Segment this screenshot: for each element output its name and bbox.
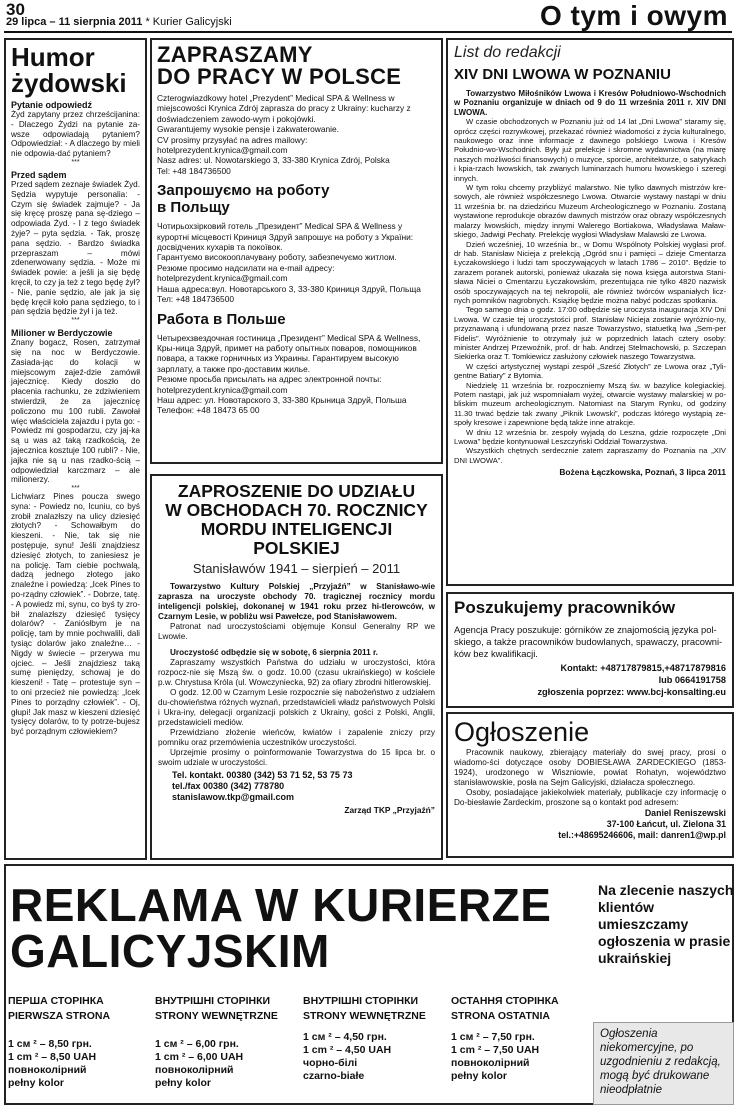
price-line: 1 cm ² – 8,50 UAH	[8, 1051, 97, 1063]
invitation-text: Uprzejmie prosimy o poinformowanie Towarzystwa do 15 lipca br. o swoim udziale w uroczystości.	[158, 748, 435, 767]
jobs-ua-text	[157, 221, 436, 304]
price-line: pełny kolor	[451, 1070, 508, 1082]
invitation-email[interactable]: stanislawow.tkp@gmail.com	[172, 792, 294, 802]
price-line: чорно-білі	[303, 1057, 358, 1069]
letters-lead: Towarzystwo Miłośników Lwowa i Kresów Południowo-Wschodnich w Poznaniu organizuje w dniach od 9 do 11 września 2011 r. XIV DNI LWOWA.	[454, 89, 726, 117]
advertising-title	[10, 879, 590, 977]
page-number: 30	[6, 0, 25, 19]
jobs-ru-tel: Телефон: +48 18473 65 00	[157, 405, 260, 416]
notice-contact-phone-email[interactable]: tel.:+48695246606, mail: danren1@wp.pl	[558, 830, 726, 840]
letters-text: W tym roku chcemy przybliżyć malarstwo. Nie tylko dawnych mistrzów kre-sowych, ale również współczesnego Lwowa. Otwarcie wystawy nastąpi w dniu 11 września br. na dziedzińcu Muzeum Archeologicznego w Poznaniu. Zostaną wystawione reprodukcje obrazów dawnych mistrzów oraz obrazy współczesnych malarzy lwowskich, między innymi Walerego Bortiakowa, Władysława Maław-skiego, Jadwigi Pechaty. Prelekcję wygłosi Władysław Malawski ze Lwowa.	[454, 183, 726, 240]
letters-text: Niedzielę 11 września br. rozpoczniemy Mszą św. w bazylice kolegiackiej. Potem nastąpi, jak już wspomniałam wyżej, otwarcie wystawy malarskiej w po-bliskim muzeum archeologicznym. Natomiast na Starym Rynku, od godziny 11.30 trwać będzie tak zwany „Piknik Lwowski”, podczas którego wystąpią ze-społy kresowe i zapewnione będą także inne atrakcje.	[454, 380, 726, 428]
price-heading-pl: PIERWSZA STRONA	[8, 1010, 111, 1022]
jobs-ua-tel: Тел: +48 184736500	[157, 294, 235, 305]
letters-label: List do redakcji	[454, 44, 561, 61]
separator-stars: ***	[71, 158, 80, 166]
notice-text: Osoby, posiadające jakiekolwiek materiały, publikacje czy informację o Do-biesławie Żardeckim, proszone są o kontakt pod adresem:	[454, 788, 726, 807]
invitation-body	[158, 582, 435, 768]
letters-text: W dniu 12 września br. zespoły wyjadą do Leszna, gdzie rozpoczęte „Dni Lwowa” będzie kontynuował Leszczyński Oddział Towarzystwa.	[454, 427, 726, 447]
invitation-title-1: ZAPROSZENIE DO UDZIAŁU	[177, 481, 416, 501]
notice-body	[454, 748, 726, 808]
workers-text: Agencja Pracy poszukuje: górników ze znajomością języka pol-skiego, a także pracowników budowlanych, spawaczy, pracowni-ków bez kwalifikacji.	[454, 624, 723, 659]
price-line: pełny kolor	[8, 1077, 65, 1089]
price-heading-ua: ВНУТРІШНІ СТОРІНКИ	[155, 995, 271, 1007]
price-line: 1 см ² – 4,50 грн.	[303, 1031, 387, 1043]
advertising-title-2: GALICYJSKIM	[10, 925, 330, 977]
letters-body	[454, 89, 726, 465]
invitation-fax: tel./fax 00380 (342) 778780	[172, 781, 285, 791]
section-title: O tym i owym	[539, 0, 728, 31]
humor-heading: Milioner w Berdyczowie	[11, 328, 113, 339]
humor-heading: Pytanie odpowiedź	[11, 100, 93, 110]
invitation-title-3: MORDU INTELIGENCJI POLSKIEJ	[200, 519, 393, 558]
price-column	[451, 994, 596, 1083]
humor-title-2: żydowski	[11, 68, 127, 98]
jobs-pl-body: Czterogwiazdkowy hotel „Prezydent” Medical SPA & Wellness w miejscowości Krynica Zdrój zaprasza do pracy z Ukrainy: kucharzy z doświadczeniem zawodo-wym i pokojówki.	[157, 93, 411, 124]
price-line: 1 см ² – 6,00 грн.	[155, 1038, 239, 1050]
price-line: повноколірний	[451, 1057, 530, 1069]
letters-text: W czasie obchodzonych w Poznaniu już od 14 lat „Dni Lwowa” staramy się, oprócz części rozrywkowej, przekazać również wiadomości z życia kulturalnego, naukowego oraz inne informacje z dawnego polskiego Lwowa i Kresów Południo-wo-Wschodnich. Były już prelekcje i skromne wydawnictwa (na miarę naszych możliwości finansowych) o muzyce, sporcie, architekturze, o satyrykach i kpia-rzach lwowskich, tak zwanych luminarzach humoru lwowskiego i szeregi innych.	[454, 117, 726, 183]
price-line: повноколірний	[155, 1064, 234, 1076]
price-heading-pl: STRONY WEWNĘTRZNE	[303, 1010, 426, 1022]
header-divider	[4, 31, 732, 33]
jobs-ua-body: Чотирьохзірковий готель „Президент” Medical SPA & Wellness у курортні місцевості Криниця Здруй запрошує на роботу з України: досвідчених кухарів та покоївок.	[157, 221, 414, 253]
advertising-title-1: REKLAMA W KURIERZE	[10, 879, 552, 931]
workers-contacts	[454, 662, 726, 698]
humor-text: Żyd zapytany przez chrześcijanina: - Dlaczego Żydzi na pytanie za-wsze odpowiadają pytaniem? Odpowiedział: - A dlaczego by mieli nie odpowia-dać pytaniem?	[11, 110, 140, 159]
jobs-ad	[150, 38, 443, 464]
separator-stars: ***	[71, 317, 80, 325]
invitation-lead: Towarzystwo Kultury Polskiej „Przyjaźń” w Stanisławo-wie zaprasza na uroczyste obchody 70. tragicznej rocznicy mordu inteligencji polskiej, dokonanej w 1941 roku przez hi-tlerowców, w Czarnym Lesie, w pobliżu wsi Pawełcze, pod Stanisławowem.	[158, 582, 435, 621]
letters-text: W części artystycznej wystąpi zespół „Sześć Złotych” ze Lwowa oraz „Tyli-gentne Batiary” z Bytomia.	[454, 361, 726, 381]
jobs-ru-text	[157, 333, 436, 416]
jobs-ru-body: Четырехзвездочная гостиница „Президент” Medical SPA & Wellness, Кры-ница Здруй, примет на работу опытных поваров, помощников повара, а также горничных из Украины. Гарантируем высокую зарплату, а также про-доставим жилье.	[157, 332, 421, 374]
humor-column	[4, 38, 147, 860]
invitation-contacts	[158, 770, 435, 803]
invitation-phone: Tel. kontakt. 00380 (342) 53 71 52, 53 75 73	[172, 770, 353, 780]
jobs-title-2: DO PRACY W POLSCE	[157, 64, 402, 89]
paper-name: * Kurier Galicyjski	[145, 16, 232, 28]
invitation-patron: Patronat nad uroczystościami objęmuje Konsul Generalny RP we Lwowie.	[158, 622, 435, 641]
price-heading-ua: ОСТАННЯ СТОРІНКА	[451, 995, 559, 1007]
issue-date: 29 lipca – 11 sierpnia 2011	[6, 16, 143, 28]
jobs-ua-address: Наша адреса:вул. Новотарського 3, 33-380 Криниця Здруй, Польща	[157, 283, 421, 294]
jobs-pl-cv: CV prosimy przysyłać na adres mailowy: hotelprezydent.krynica@gmail.com	[157, 134, 308, 156]
humor-text: Znany bogacz, Rosen, zatrzymał się na noc w Berdyczowie. Zasiada-jąc do kolacji w miejscowym zajeź-dzie zamówił jajecznicę. Kiedy doszło do płacenia rachunku, ze zdziwieniem stwierdził, że za jajecznicę policzono mu 100 rubli. Zawołał więc właściciela zajazdu i pyta go: - Powiedz mi gospodarzu, czy jaj-ka są u was aż taką rzadkością, że jajecznica kosztuje 100 rubli? - Nie, jajka nie są u nas rzadko-ścią – odpowiedział karczmarz – ale milionerzy.	[11, 338, 140, 485]
jobs-ua-title-2: в Польщу	[157, 199, 230, 217]
price-line: 1 cm ² – 7,50 UAH	[451, 1044, 540, 1056]
jobs-pl-tel: Tel: +48 184736500	[157, 165, 231, 176]
notice-text: Pracownik naukowy, zbierający materiały do swej pracy, prosi o wiadomo-ści dotyczące osoby DOBIESŁAWA ŻARDECKIEGO (1853-1924), urodzonego w Wiszniowie, powiat Rohatyn, województwo stanisławowskie, posła na Sejm Galicyjski, działacza społecznego.	[454, 748, 726, 787]
price-line: 1 cm ² – 6,00 UAH	[155, 1051, 244, 1063]
invitation-article	[150, 474, 443, 860]
workers-phone-alt: lub 0664191758	[658, 675, 726, 685]
price-heading-ua: ПЕРША СТОРІНКА	[8, 995, 104, 1007]
price-column	[303, 994, 448, 1083]
jobs-title-1: ZAPRASZAMY	[157, 42, 313, 67]
humor-text: Przed sądem zeznaje świadek Żyd. Sędzia wypytuje personalia: - Czym się świadek zajmuje? - Ja się kręcę proszę pana sę-dziego – odpowiada Żyd. - I z tego świadek żyje? – pyta sędzia. - Tak, proszę pana sędzio. - Bardzo świadka przepraszam – mówi zdenerwowany sędzia. - Może mi świadek powie: a jeśli ja się będę kręcił, to czy ja też z tego będę żył? - Nie, panie sędzio, ale jak ja się będę kręcił koło pana sędziego, to i pan sędzia będzie żył i ja też.	[11, 179, 140, 317]
humor-title-1: Humor	[11, 42, 95, 72]
jobs-ua-cv: Резюме просимо надсилати на е-mail адресу: hotelprezydent.krynica@gmail.com	[157, 262, 335, 284]
invitation-text: O godz. 12.00 w Czarnym Lesie rozpocznie się nabożeństwo z udziałem du-chowieństwa różnych wyznań, przedstawicieli władz państwowych Polski i Ukra-iny, delegacji organizacji polskich z Ukrainy, gości z Polski, Anglii, przedstawicieli mediów.	[158, 688, 435, 727]
jobs-pl-text	[157, 93, 436, 176]
invitation-text: Przewidziano złożenie wieńców, kwiatów i zapalenie zniczy przy pomniku oraz przemówienia uczestników uroczystości.	[158, 728, 435, 747]
separator-stars: ***	[71, 485, 80, 493]
workers-website[interactable]: zgłoszenia poprzez: www.bcj-konsalting.eu	[537, 687, 726, 697]
workers-ad	[446, 592, 734, 708]
invitation-date: Uroczystość odbędzie się w sobotę, 6 sierpnia 2011 r.	[170, 648, 378, 657]
notice-title: Ogłoszenie	[454, 717, 590, 747]
jobs-pl-address: Nasz adres: ul. Nowotarskiego 3, 33-380 Krynica Zdrój, Polska	[157, 155, 390, 166]
jobs-ru-cv: Резюме просьба присылать на адрес электронной почты: hotelprezydent.krynica@gmail.com	[157, 374, 382, 395]
letters-text: Dzień wcześniej, 10 września br., w Domu Wspólnoty Polskiej wygłasi prof. dr hab. Stanisław Nicieja z prelekcją „Ogród snu i pamięci – dzieje Cmentarza Łyczakowskiego i ludzi tam spoczywających w latach 1786 – 2010”. Będzie to zarazem poranek autorski, ponieważ ukazała się nowa księga autorstwa Stani-sława Niciei o Cmentarzu Łyczakowskim, prezentująca nie tylko 4820 nazwisk osób spoczywających na tej nekropolii, ale również twórców wspaniałych licz-nych pomników nagrobnych. Książkę będzie można nabyć podczas spotkania.	[454, 239, 726, 305]
issue-date-line	[6, 16, 232, 28]
price-line: czarno-białe	[303, 1070, 365, 1082]
invitation-title-2: W OBCHODACH 70. ROCZNICY	[165, 500, 428, 520]
price-column	[8, 994, 153, 1090]
price-heading-ua: ВНУТРІШНІ СТОРІНКИ	[303, 995, 419, 1007]
letters-title: XIV DNI LWOWA W POZNANIU	[454, 66, 671, 83]
notice-contact-name: Daniel Reniszewski	[644, 808, 726, 818]
notice-contacts	[454, 808, 726, 841]
jobs-ua-title-1: Запрошуємо на роботу	[157, 182, 330, 200]
price-heading-pl: STRONA OSTATNIA	[451, 1010, 550, 1022]
notice-contact-address: 37-100 Łańcut, ul. Zielona 31	[606, 819, 726, 829]
invitation-text: Zapraszamy wszystkich Państwa do udziału w uroczystości, która rozpocz-nie się Mszą św. o godz. 10.00 (czasu ukraińskiego) w kościele p.w. Chrystusa Króla (ul. Wowczyniecka, 92) za ofiary zbrodni hitlerowskiej.	[158, 658, 435, 687]
price-line: 1 cm ² – 4,50 UAH	[303, 1044, 392, 1056]
price-line: pełny kolor	[155, 1077, 212, 1089]
noncommercial-note: Ogłoszenia niekomercyjne, po uzgodnieniu z redakcją, mogą być drukowane nieodpłatnie	[593, 1022, 734, 1105]
invitation-subtitle: Stanisławów 1941 – sierpień – 2011	[192, 561, 401, 576]
letters-text: Tego samego dnia o godz. 17:00 odbędzie się uroczysta inauguracja XIV Dni Lwowa. W czasie tej uroczystości prof. Stanisław Nicieja zostanie wyróżnio-ny, przyznawaną i ufundowaną przez nasze Towarzystwo, statuetką lwa „Sem-per Fidelis”. Wyróżnienie to otrzymały już w poprzednich latach cztery osoby: minister Andrzej Przewoźnik, prof. dr hab. Andrzej Stelmachowski, p. Szczepan Siekierka oraz T. Tomkiewicz zasłużony człowiek naszego Towarzystwa.	[454, 305, 726, 362]
letters-text: Wszystkich chętnych serdecznie zatem zapraszamy do Poznania na „XIV DNI LWOWA”.	[454, 446, 726, 465]
price-heading-pl: STRONY WEWNĘTRZNE	[155, 1010, 278, 1022]
letters-article	[446, 38, 734, 586]
jobs-ru-title: Работа в Польше	[157, 310, 286, 328]
price-line: повноколірний	[8, 1064, 87, 1076]
humor-text: Lichwiarz Pines poucza swego syna: - Powiedz no, Icuniu, co byś zrobił znalazłszy na ulicy dziesięć złotych? - Schowałbym do kieszeni. - Nie, tak się nie postępuje, synu! Jeśli znajdziesz dziesięć złotych, to zaniesiesz je na policję. Tam ciebie pochwalą, dadzą jednego złotego jako znaleźne i powiedzą: „Icek Pines to po-rządny człowiek”. - Dobrze, tatę. - A powiedz mi, synu, co byś ty zro-bił znalazłszy dziesięć tysięcy dolarów? - Zaniósłbym je na policję, tam by mnie pochwalili, dali tysiąc dolarów jako znaleźne… - Nigdy w świecie – przerywa mu ojciec. – Jeśli znajdziesz taką sumę pieniędzy, schowaj je do kieszeni! - Tatę – protestuje syn – to oni przecież nie powiedzą: „Icek Pines to porządny człowiek”. - Oj, głupi! Jak masz w kieszeni dziesięć tysięcy dolarów, to ty potrze-bujesz być porządnym człowiekiem?	[11, 492, 140, 737]
price-line: 1 см ² – 8,50 грн.	[8, 1038, 92, 1050]
notice-ad	[446, 712, 734, 858]
letters-signature: Bożena Łączkowska, Poznań, 3 lipca 2011	[559, 467, 726, 478]
invitation-signature: Zarząd TKP „Przyjaźń”	[344, 805, 435, 815]
jobs-ua-guarantee: Гарантуємо високооплачувану роботу, забезпечуємо житлом.	[157, 252, 397, 263]
price-line: 1 см ² – 7,50 грн.	[451, 1031, 535, 1043]
workers-title: Poszukujemy pracowników	[454, 598, 676, 617]
jobs-pl-guarantee: Gwarantujemy wysokie pensje i zakwaterowanie.	[157, 124, 340, 135]
price-column	[155, 994, 300, 1090]
advertising-side-text: Na zlecenie naszych klientów umieszczamy ogłoszenia w prasie ukraińskiej	[598, 882, 734, 966]
jobs-ru-address: Наш адрес: ул. Новотарского 3, 33-380 Крыница Здруй, Польша	[157, 394, 407, 405]
workers-phone: Kontakt: +48717879815,+48717879816	[560, 663, 726, 673]
humor-heading: Przed sądem	[11, 169, 67, 180]
